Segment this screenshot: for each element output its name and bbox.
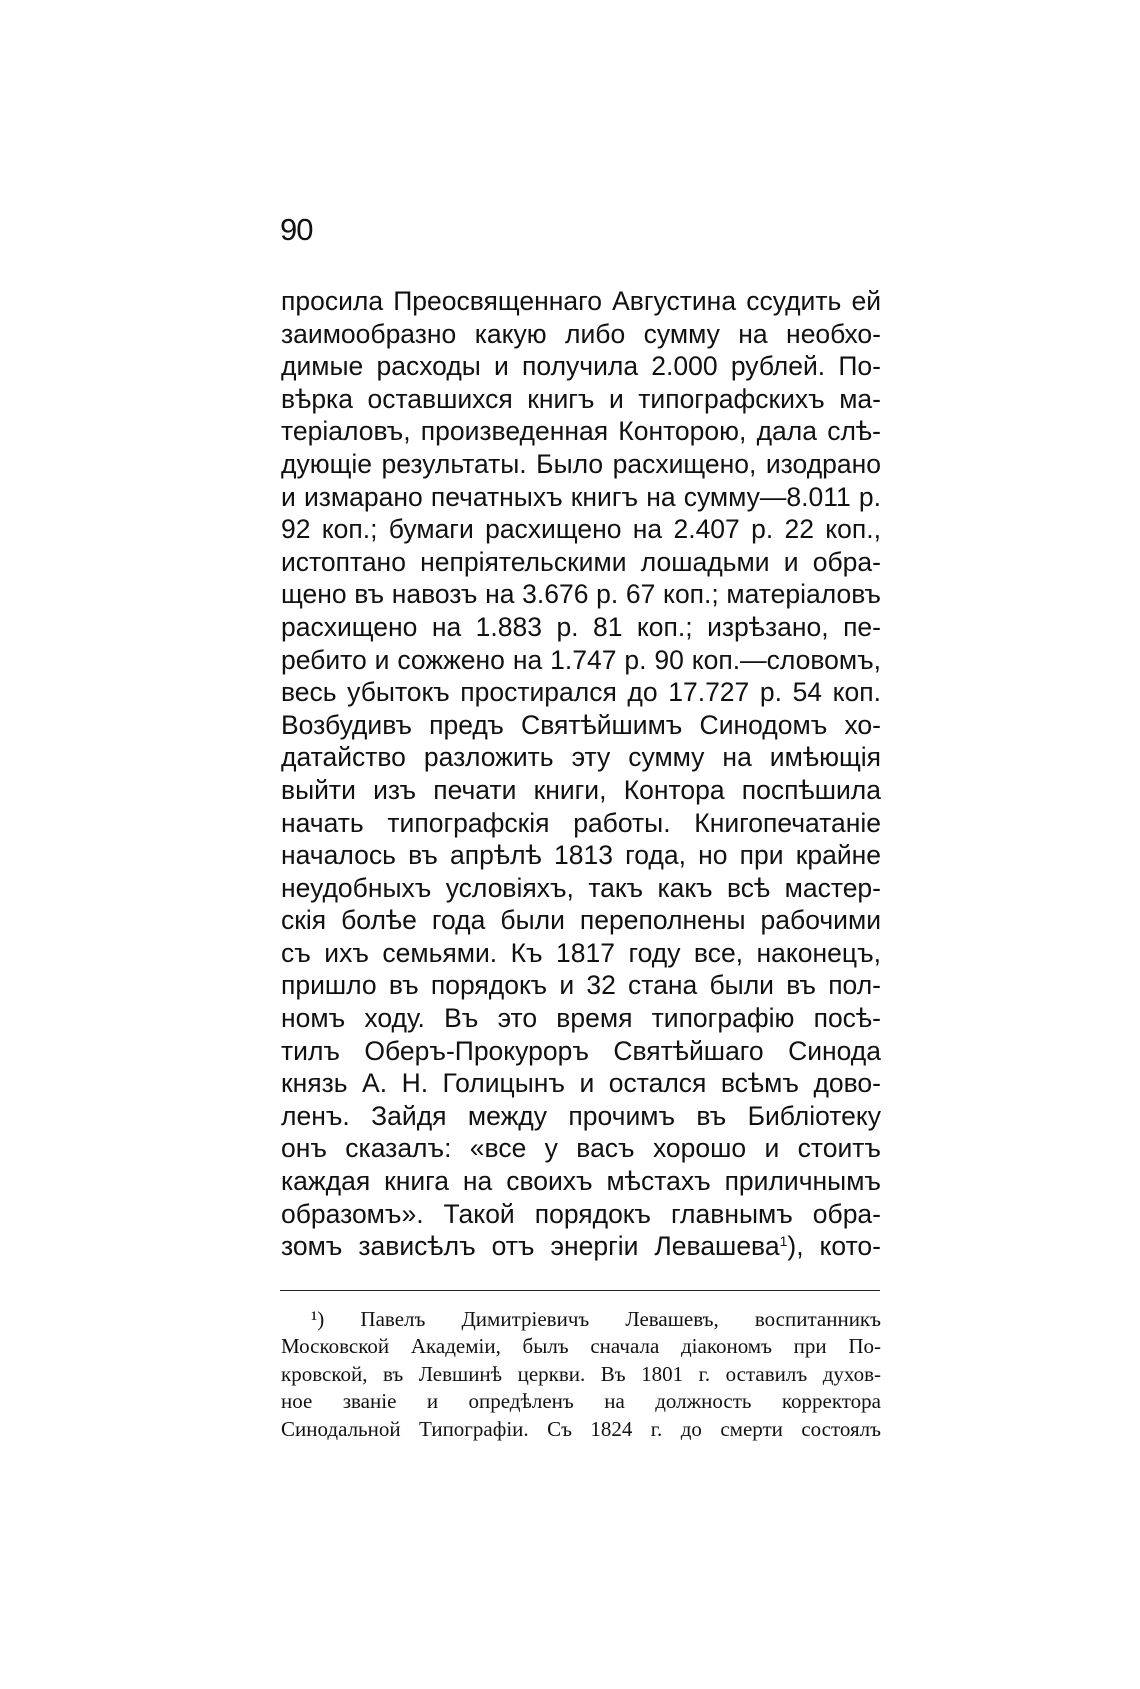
text-line: съ ихъ семьями. Къ 1817 году все, наконецъ, — [281, 937, 881, 968]
text-line: выйти изъ печати книги, Контора поспѣшила — [281, 774, 881, 805]
text-line: номъ ходу. Въ это время типографію посѣ- — [281, 1003, 881, 1034]
footnote-divider — [280, 1290, 880, 1291]
footnote-line: кровской, въ Левшинѣ церкви. Въ 1801 г. оставилъ духов- — [281, 1361, 881, 1386]
text-line: каждая книга на своихъ мѣстахъ приличнымъ — [281, 1166, 881, 1197]
text-line: князь А. Н. Голицынъ и остался всѣмъ дово- — [281, 1068, 881, 1099]
footnote-line: Московской Академіи, былъ сначала діакономъ при По- — [281, 1334, 881, 1359]
text-line: скія болѣе года были переполнены рабочими — [281, 905, 881, 936]
footnote-reference: 1 — [779, 1233, 788, 1250]
text-line: просила Преосвященнаго Августина ссудить ей — [281, 286, 881, 316]
text-line: щено въ навозъ на 3.676 р. 67 коп.; матеріаловъ — [281, 579, 881, 610]
footnote-line: ное званіе и опредѣленъ на должность корректора — [281, 1389, 881, 1414]
text-line: весь убытокъ простирался до 17.727 р. 54 коп. — [281, 677, 881, 708]
footnote-line: Синодальной Типографіи. Съ 1824 г. до смерти состоялъ — [281, 1416, 881, 1441]
text-line: и измарано печатныхъ книгъ на сумму—8.011 р. — [281, 481, 881, 512]
last-line-tail: ), кото- — [787, 1231, 881, 1262]
text-line: расхищено на 1.883 р. 81 коп.; изрѣзано, пе- — [281, 611, 881, 642]
text-line: пришло въ порядокъ и 32 стана были въ пол- — [281, 970, 881, 1001]
body-text — [281, 285, 881, 1263]
text-line: неудобныхъ условіяхъ, такъ какъ всѣ мастер- — [281, 872, 881, 903]
page-number: 90 — [280, 212, 313, 247]
text-line: 92 коп.; бумаги расхищено на 2.407 р. 22 коп., — [281, 514, 881, 545]
text-line: дующіе результаты. Было расхищено, изодрано — [281, 448, 881, 479]
text-line: истоптано непріятельскими лошадьми и обра- — [281, 546, 881, 577]
text-line: Возбудивъ предъ Святѣйшимъ Синодомъ хо- — [281, 709, 881, 740]
last-line-text: зомъ зависѣлъ отъ энергіи Левашева — [281, 1231, 780, 1262]
footnote-marker: ¹ — [311, 1307, 318, 1331]
text-line: онъ сказалъ: «все у васъ хорошо и стоитъ — [281, 1133, 881, 1164]
text-line: заимообразно какую либо сумму на необхо- — [281, 318, 881, 349]
text-line: тилъ Оберъ-Прокуроръ Святѣйшаго Синода — [281, 1035, 881, 1066]
footnote-line — [281, 1306, 881, 1333]
text-line: ребито и сожжено на 1.747 р. 90 коп.—словомъ, — [281, 644, 881, 675]
text-line: образомъ». Такой порядокъ главнымъ обра- — [281, 1198, 881, 1229]
text-line: вѣрка оставшихся книгъ и типографскихъ ма- — [281, 383, 881, 414]
footnote-line-text: ) Павелъ Димитріевичъ Левашевъ, воспитанникъ — [317, 1307, 881, 1331]
text-line: датайство разложить эту сумму на имѣющія — [281, 742, 881, 773]
text-line: теріаловъ, произведенная Конторою, дала слѣ- — [281, 416, 881, 447]
text-line: ленъ. Зайдя между прочимъ въ Библіотеку — [281, 1100, 881, 1131]
text-line: димые расходы и получила 2.000 рублей. По- — [281, 351, 881, 382]
text-line: начать типографскія работы. Книгопечатаніе — [281, 807, 881, 838]
footnote — [281, 1306, 881, 1443]
text-line-last — [281, 1230, 881, 1263]
text-line: началось въ апрѣлѣ 1813 года, но при крайне — [281, 840, 881, 871]
